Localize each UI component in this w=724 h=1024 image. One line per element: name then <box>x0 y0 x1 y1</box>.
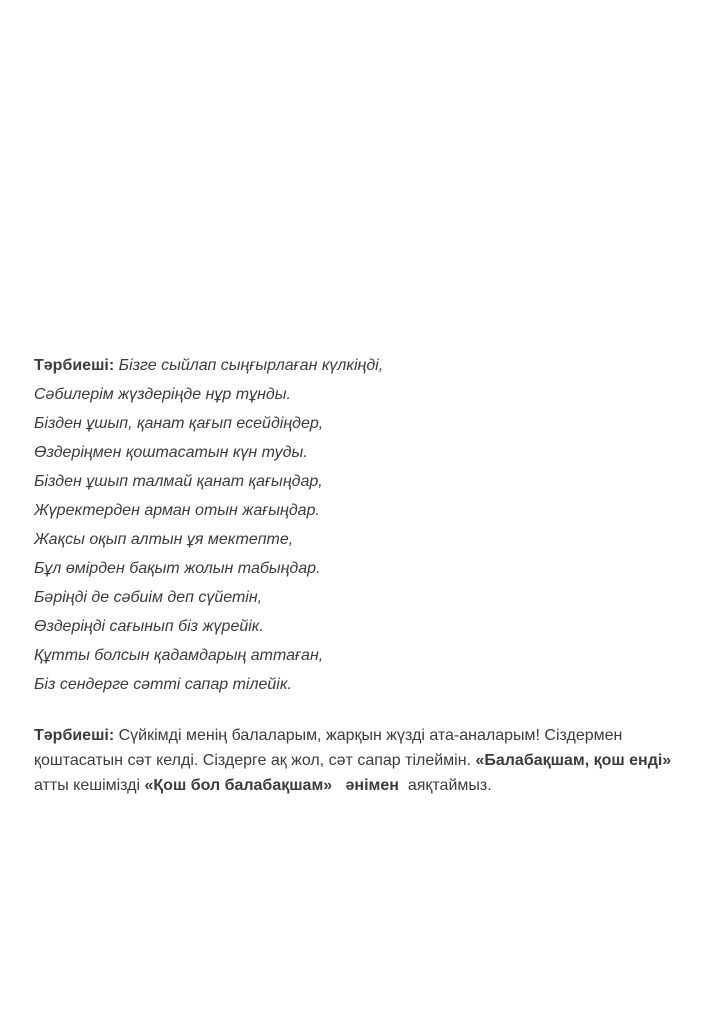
poem-line: Жақсы оқып алтын ұя мектепте, <box>34 531 294 548</box>
poem-line-text: Бізге сыйлап сыңғырлаған күлкіңді, <box>118 357 384 374</box>
poem-line: Жүректерден арман отын жағыңдар. <box>34 502 320 519</box>
poem-line: Бәріңді де сәбиім деп сүйетін, <box>34 589 263 606</box>
poem-line: Өздеріңмен қоштасатын күн туды. <box>34 444 308 461</box>
poem-line: Құтты болсын қадамдарың аттаған, <box>34 647 324 664</box>
closing-bold-title: «Қош бол балабақшам» <box>144 777 333 794</box>
poem-line: Біз сендерге сәтті сапар тілейік. <box>34 676 292 693</box>
closing-text <box>332 777 345 794</box>
poem-block <box>34 351 690 699</box>
closing-text: аяқтаймыз. <box>398 777 492 794</box>
page-content <box>34 351 690 798</box>
poem-line: Бізден ұшып талмай қанат қағыңдар, <box>34 473 323 490</box>
poem-line: Өздеріңді сағынып біз жүрейік. <box>34 618 264 635</box>
speaker-label: Тәрбиеші: <box>34 357 115 374</box>
speaker-label: Тәрбиеші: <box>34 727 115 744</box>
closing-bold-word: әнімен <box>345 777 399 794</box>
poem-line: Сәбилерім жүздеріңде нұр тұнды. <box>34 386 291 403</box>
closing-text: атты кешімізді <box>34 752 676 794</box>
poem-line <box>34 351 690 380</box>
closing-text: Сүйкімді менің балаларым, жарқын жүзді ата-аналарым! Сіздермен қоштасатын сәт келді. Сіздерге ақ жол, сәт сапар тілеймін. <box>34 727 627 769</box>
closing-paragraph <box>34 723 690 798</box>
poem-line: Бұл өмірден бақыт жолын табыңдар. <box>34 560 321 577</box>
poem-line: Бізден ұшып, қанат қағып есейдіңдер, <box>34 415 324 432</box>
closing-bold-title: «Балабақшам, қош енді» <box>475 752 672 769</box>
